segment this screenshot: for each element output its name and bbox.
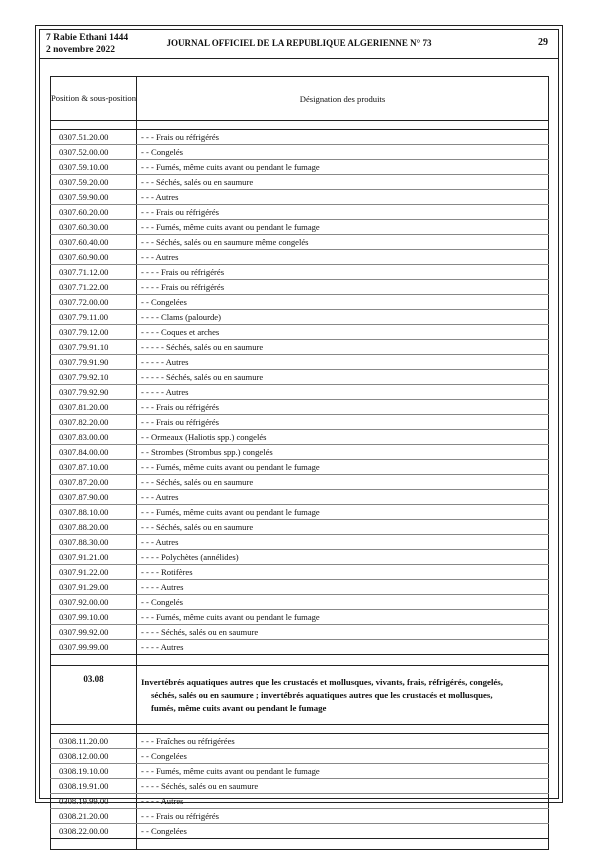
table-row: [51, 415, 549, 430]
position-code: 0307.91.29.00: [51, 580, 137, 595]
position-code: 0307.60.20.00: [51, 205, 137, 220]
product-designation: - - Congelées: [137, 824, 549, 839]
heading-row-0308: [51, 666, 549, 725]
position-code: 0307.79.11.00: [51, 310, 137, 325]
table-row: [51, 640, 549, 655]
product-designation: - - - - Frais ou réfrigérés: [137, 280, 549, 295]
position-code: 0307.88.30.00: [51, 535, 137, 550]
heading-text: [137, 666, 549, 725]
product-designation: - - - Fumés, même cuits avant ou pendant le fumage: [137, 610, 549, 625]
product-designation: - - - - Autres: [137, 580, 549, 595]
position-code: 0307.52.00.00: [51, 145, 137, 160]
product-designation: - - - Frais ou réfrigérés: [137, 415, 549, 430]
position-code: 0307.72.00.00: [51, 295, 137, 310]
table-row: [51, 130, 549, 145]
table-row: [51, 764, 549, 779]
product-designation: - - - Fumés, même cuits avant ou pendant le fumage: [137, 460, 549, 475]
position-code: 0307.87.20.00: [51, 475, 137, 490]
product-designation: - - Congelées: [137, 749, 549, 764]
product-designation: - - - Fumés, même cuits avant ou pendant le fumage: [137, 764, 549, 779]
table-row: [51, 205, 549, 220]
tariff-table: [50, 76, 549, 850]
position-code: 0308.22.00.00: [51, 824, 137, 839]
table-row: [51, 475, 549, 490]
position-code: 0307.60.90.00: [51, 250, 137, 265]
position-code: 0307.88.10.00: [51, 505, 137, 520]
table-row: [51, 235, 549, 250]
table-row: [51, 550, 549, 565]
header-date-gregorian: 2 novembre 2022: [46, 45, 115, 55]
product-designation: - - - - Rotifères: [137, 565, 549, 580]
position-code: 0307.51.20.00: [51, 130, 137, 145]
position-code: 0308.11.20.00: [51, 734, 137, 749]
product-designation: - - - Autres: [137, 535, 549, 550]
product-designation: - - - - Frais ou réfrigérés: [137, 265, 549, 280]
table-row: [51, 370, 549, 385]
table-row: [51, 505, 549, 520]
page-number: 29: [538, 37, 548, 48]
column-header-position: Position & sous-position: [51, 77, 137, 121]
position-code: 0307.83.00.00: [51, 430, 137, 445]
table-row: [51, 565, 549, 580]
product-designation: - - - - Séchés, salés ou en saumure: [137, 779, 549, 794]
position-code: 0308.19.10.00: [51, 764, 137, 779]
table-row: [51, 625, 549, 640]
position-code: 0308.19.99.00: [51, 794, 137, 809]
product-designation: - - - - Autres: [137, 794, 549, 809]
product-designation: - - - Frais ou réfrigérés: [137, 130, 549, 145]
product-designation: - - - - - Autres: [137, 385, 549, 400]
position-code: 0307.79.12.00: [51, 325, 137, 340]
position-code: 0307.84.00.00: [51, 445, 137, 460]
page-header: [40, 30, 558, 59]
table-header-row: [51, 77, 549, 121]
position-code: 0307.79.91.10: [51, 340, 137, 355]
table-row: [51, 280, 549, 295]
table-row: [51, 490, 549, 505]
table-row: [51, 794, 549, 809]
product-designation: - - - - Autres: [137, 640, 549, 655]
position-code: 0307.81.20.00: [51, 400, 137, 415]
group-0307-rows: [51, 121, 549, 666]
table-row: [51, 580, 549, 595]
position-code: 0307.88.20.00: [51, 520, 137, 535]
table-row: [51, 520, 549, 535]
product-designation: - - - - - Séchés, salés ou en saumure: [137, 340, 549, 355]
product-designation: - - Strombes (Strombus spp.) congelés: [137, 445, 549, 460]
table-row: [51, 809, 549, 824]
position-code: 0307.59.10.00: [51, 160, 137, 175]
position-code: 0307.99.99.00: [51, 640, 137, 655]
heading-text-line1: Invertébrés aquatiques autres que les crustacés et mollusques, vivants, frais, réfrigérés, congelés,: [141, 676, 503, 687]
position-code: 0308.12.00.00: [51, 749, 137, 764]
table-row: [51, 734, 549, 749]
table-row: [51, 385, 549, 400]
product-designation: - - - Autres: [137, 250, 549, 265]
product-designation: - - - Séchés, salés ou en saumure: [137, 520, 549, 535]
product-designation: - - - Fumés, même cuits avant ou pendant le fumage: [137, 505, 549, 520]
table-row: [51, 430, 549, 445]
product-designation: - - - - - Autres: [137, 355, 549, 370]
table-row: [51, 824, 549, 839]
product-designation: - - - - Polychètes (annélides): [137, 550, 549, 565]
position-code: 0307.79.91.90: [51, 355, 137, 370]
table-row: [51, 310, 549, 325]
table-row: [51, 610, 549, 625]
heading-text-line2: séchés, salés ou en saumure ; invertébrés aquatiques autres que les crustacés et mollusques,: [151, 689, 493, 700]
position-code: 0307.60.40.00: [51, 235, 137, 250]
position-code: 0307.99.10.00: [51, 610, 137, 625]
table-row: [51, 220, 549, 235]
table-row: [51, 175, 549, 190]
product-designation: - - - Frais ou réfrigérés: [137, 400, 549, 415]
product-designation: - - - Frais ou réfrigérés: [137, 809, 549, 824]
product-designation: - - - Autres: [137, 490, 549, 505]
spacer-row: [51, 655, 549, 666]
table-row: [51, 145, 549, 160]
position-code: 0307.91.21.00: [51, 550, 137, 565]
product-designation: - - - - Coques et arches: [137, 325, 549, 340]
table-row: [51, 265, 549, 280]
table-row: [51, 325, 549, 340]
table-row: [51, 445, 549, 460]
column-header-designation: Désignation des produits: [137, 77, 549, 121]
position-code: 0307.59.20.00: [51, 175, 137, 190]
position-code: 0307.71.22.00: [51, 280, 137, 295]
product-designation: - - Congelés: [137, 595, 549, 610]
product-designation: - - Congelées: [137, 295, 549, 310]
table-row: [51, 400, 549, 415]
position-code: 0307.59.90.00: [51, 190, 137, 205]
product-designation: - - - Autres: [137, 190, 549, 205]
table-row: [51, 295, 549, 310]
position-code: 0307.79.92.10: [51, 370, 137, 385]
heading-section: [51, 666, 549, 725]
position-code: 0307.87.90.00: [51, 490, 137, 505]
spacer-row: [51, 725, 549, 734]
product-designation: - - - Séchés, salés ou en saumure même congelés: [137, 235, 549, 250]
table-row: [51, 340, 549, 355]
table-row: [51, 190, 549, 205]
table-row: [51, 535, 549, 550]
position-code: 0307.92.00.00: [51, 595, 137, 610]
journal-page: [35, 25, 563, 836]
position-code: 0307.60.30.00: [51, 220, 137, 235]
product-designation: - - - - Séchés, salés ou en saumure: [137, 625, 549, 640]
table-row: [51, 460, 549, 475]
position-code: 0308.19.91.00: [51, 779, 137, 794]
position-code: 0307.82.20.00: [51, 415, 137, 430]
product-designation: - - Ormeaux (Haliotis spp.) congelés: [137, 430, 549, 445]
product-designation: - - - Frais ou réfrigérés: [137, 205, 549, 220]
product-designation: - - Congelés: [137, 145, 549, 160]
product-designation: - - - - Clams (palourde): [137, 310, 549, 325]
position-code: 0307.87.10.00: [51, 460, 137, 475]
heading-code: 03.08: [51, 666, 137, 725]
product-designation: - - - Fumés, même cuits avant ou pendant le fumage: [137, 160, 549, 175]
table-row: [51, 595, 549, 610]
group-0308-rows: [51, 725, 549, 850]
position-code: 0307.99.92.00: [51, 625, 137, 640]
table-row: [51, 749, 549, 764]
journal-title: JOURNAL OFFICIEL DE LA REPUBLIQUE ALGERIENNE N° 73: [166, 38, 432, 48]
position-code: 0307.91.22.00: [51, 565, 137, 580]
header-date-hijri: 7 Rabie Ethani 1444: [46, 33, 129, 43]
heading-text-line3: fumés, même cuits avant ou pendant le fumage: [151, 702, 327, 713]
position-code: 0307.71.12.00: [51, 265, 137, 280]
position-code: 0307.79.92.90: [51, 385, 137, 400]
product-designation: - - - - - Séchés, salés ou en saumure: [137, 370, 549, 385]
product-designation: - - - Fumés, même cuits avant ou pendant le fumage: [137, 220, 549, 235]
table-row: [51, 355, 549, 370]
spacer-row: [51, 121, 549, 130]
table-row: [51, 160, 549, 175]
product-designation: - - - Fraîches ou réfrigérées: [137, 734, 549, 749]
product-designation: - - - Séchés, salés ou en saumure: [137, 475, 549, 490]
page-frame: [39, 29, 559, 836]
table-row: [51, 779, 549, 794]
product-designation: - - - Séchés, salés ou en saumure: [137, 175, 549, 190]
position-code: 0308.21.20.00: [51, 809, 137, 824]
table-row: [51, 250, 549, 265]
